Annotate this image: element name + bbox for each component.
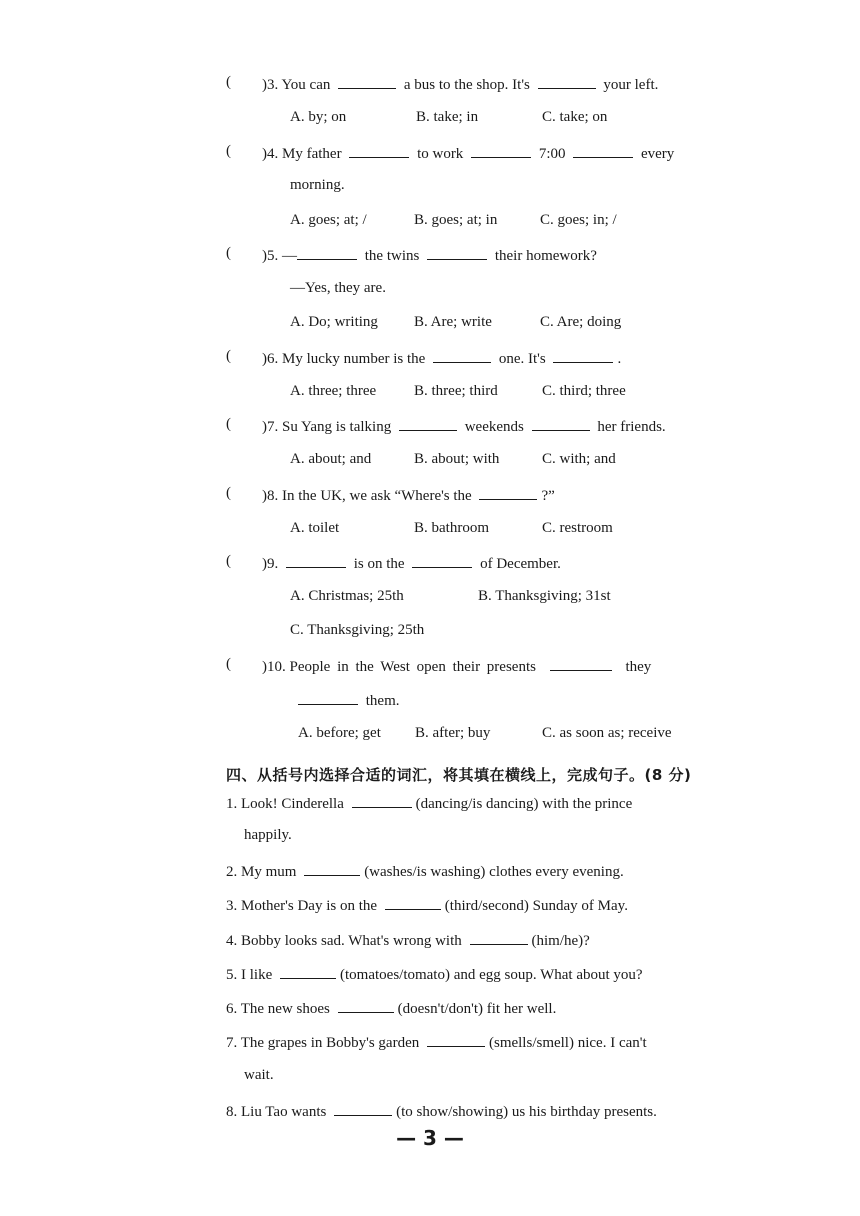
s4-item-1 <box>226 793 632 814</box>
s4-item-3 <box>226 895 628 916</box>
q4-option-a: A. goes; at; / <box>290 212 367 228</box>
q10-text-2: they <box>625 659 652 675</box>
s4-item-5-post: (tomatoes/tomato) and egg soup. What about you? <box>340 967 643 983</box>
q6-blank-2[interactable] <box>553 348 613 363</box>
q3-number: )3. <box>262 77 279 93</box>
question-7 <box>262 416 666 437</box>
answer-paren-q10[interactable]: ( <box>226 656 231 672</box>
s4-item-1-cont: happily. <box>244 827 292 843</box>
s4-item-5 <box>226 964 643 985</box>
q7-option-c: C. with; and <box>542 451 616 467</box>
q10-option-b: B. after; buy <box>415 725 491 741</box>
q8-option-c: C. restroom <box>542 520 613 536</box>
q7-blank-2[interactable] <box>532 416 590 431</box>
q4-blank-3[interactable] <box>573 143 633 158</box>
s4-item-8-pre: 8. Liu Tao wants <box>226 1104 327 1120</box>
s4-item-6 <box>226 998 556 1019</box>
question-5 <box>262 245 597 266</box>
q6-text-1: My lucky number is the <box>282 351 426 367</box>
q7-text-3: her friends. <box>597 419 666 435</box>
s4-item-8-blank[interactable] <box>334 1101 392 1116</box>
s4-item-4-post: (him/he)? <box>531 933 590 949</box>
q5-text-3: their homework? <box>494 248 597 264</box>
s4-item-4-blank[interactable] <box>470 930 528 945</box>
q9-option-c: C. Thanksgiving; 25th <box>290 622 425 638</box>
q10-option-c: C. as soon as; receive <box>542 725 672 741</box>
q10-blank-2[interactable] <box>298 690 358 705</box>
q6-number: )6. <box>262 351 279 367</box>
answer-paren-q4[interactable]: ( <box>226 143 231 159</box>
s4-item-1-post: (dancing/is dancing) with the prince <box>415 796 633 812</box>
s4-item-5-pre: 5. I like <box>226 967 273 983</box>
question-4 <box>262 143 674 164</box>
question-3 <box>262 74 658 95</box>
q4-number: )4. <box>262 146 279 162</box>
q4-text-1: My father <box>282 146 342 162</box>
q10-number: )10. <box>262 659 286 675</box>
s4-item-3-blank[interactable] <box>385 895 441 910</box>
q9-blank-2[interactable] <box>412 553 472 568</box>
question-10-cont <box>298 690 400 711</box>
q9-text-2: is on the <box>353 556 405 572</box>
q4-text-4: every <box>640 146 675 162</box>
q4-option-c: C. goes; in; / <box>540 212 617 228</box>
q5-blank-2[interactable] <box>427 245 487 260</box>
q7-text-2: weekends <box>464 419 524 435</box>
question-6 <box>262 348 621 369</box>
s4-item-7-blank[interactable] <box>427 1032 485 1047</box>
q5-dash: — <box>282 248 297 264</box>
q3-blank-1[interactable] <box>338 74 396 89</box>
q6-option-a: A. three; three <box>290 383 377 399</box>
q4-text-2: to work <box>417 146 464 162</box>
q4-blank-1[interactable] <box>349 143 409 158</box>
answer-paren-q9[interactable]: ( <box>226 553 231 569</box>
q5-number: )5. <box>262 248 279 264</box>
q7-option-b: B. about; with <box>414 451 500 467</box>
s4-item-8-post: (to show/showing) us his birthday presents. <box>396 1104 657 1120</box>
q8-blank-1[interactable] <box>479 485 537 500</box>
q5-text-2: the twins <box>364 248 420 264</box>
answer-paren-q5[interactable]: ( <box>226 245 231 261</box>
q7-text-1: Su Yang is talking <box>282 419 392 435</box>
q9-option-a: A. Christmas; 25th <box>290 588 404 604</box>
s4-item-5-blank[interactable] <box>280 964 336 979</box>
q5-option-c: C. Are; doing <box>540 314 622 330</box>
answer-paren-q8[interactable]: ( <box>226 485 231 501</box>
question-10 <box>262 656 651 677</box>
answer-paren-q7[interactable]: ( <box>226 416 231 432</box>
q6-text-3: . <box>617 351 622 367</box>
answer-paren-q3[interactable]: ( <box>226 74 231 90</box>
q8-number: )8. <box>262 488 279 504</box>
s4-item-3-post: (third/second) Sunday of May. <box>444 898 628 914</box>
q4-option-b: B. goes; at; in <box>414 212 498 228</box>
s4-item-2 <box>226 861 624 882</box>
q4-text-5: morning. <box>290 177 345 193</box>
q5-blank-1[interactable] <box>297 245 357 260</box>
q9-blank-1[interactable] <box>286 553 346 568</box>
q6-text-2: one. It's <box>498 351 546 367</box>
q10-blank-1[interactable] <box>550 656 612 671</box>
q5-option-a: A. Do; writing <box>290 314 378 330</box>
section-4-title: 四、从括号内选择合适的词汇，将其填在横线上，完成句子。(8 分) <box>226 766 692 784</box>
answer-paren-q6[interactable]: ( <box>226 348 231 364</box>
q9-text-3: of December. <box>480 556 561 572</box>
question-9 <box>262 553 561 574</box>
s4-item-2-post: (washes/is washing) clothes every evening. <box>364 864 624 880</box>
s4-item-6-blank[interactable] <box>338 998 394 1013</box>
s4-item-2-blank[interactable] <box>304 861 360 876</box>
s4-item-7 <box>226 1032 647 1053</box>
q10-text-1: People in the West open their presents <box>289 659 536 675</box>
s4-item-1-blank[interactable] <box>352 793 412 808</box>
s4-item-6-pre: 6. The new shoes <box>226 1001 330 1017</box>
s4-item-4 <box>226 930 590 951</box>
s4-item-1-pre: 1. Look! Cinderella <box>226 796 344 812</box>
question-8 <box>262 485 555 506</box>
q3-option-a: A. by; on <box>290 109 347 125</box>
page-number: — 3 — <box>396 1126 464 1150</box>
q6-option-c: C. third; three <box>542 383 626 399</box>
q7-blank-1[interactable] <box>399 416 457 431</box>
s4-item-8 <box>226 1101 657 1122</box>
q3-option-b: B. take; in <box>416 109 479 125</box>
q8-text-2: ?” <box>541 488 555 504</box>
q3-blank-2[interactable] <box>538 74 596 89</box>
q5-option-b: B. Are; write <box>414 314 492 330</box>
s4-item-6-post: (doesn't/don't) fit her well. <box>397 1001 557 1017</box>
s4-item-7-post: (smells/smell) nice. I can't <box>488 1035 647 1051</box>
q7-number: )7. <box>262 419 279 435</box>
q8-text-1: In the UK, we ask “Where's the <box>282 488 472 504</box>
q6-blank-1[interactable] <box>433 348 491 363</box>
q10-text-3: them. <box>365 693 400 709</box>
q5-reply: —Yes, they are. <box>290 280 386 296</box>
s4-item-4-pre: 4. Bobby looks sad. What's wrong with <box>226 933 462 949</box>
q3-text-2: a bus to the shop. It's <box>403 77 530 93</box>
q9-number: )9. <box>262 556 279 572</box>
s4-item-2-pre: 2. My mum <box>226 864 297 880</box>
q8-option-b: B. bathroom <box>414 520 489 536</box>
s4-item-3-pre: 3. Mother's Day is on the <box>226 898 378 914</box>
q4-blank-2[interactable] <box>471 143 531 158</box>
q6-option-b: B. three; third <box>414 383 498 399</box>
q3-option-c: C. take; on <box>542 109 608 125</box>
q7-option-a: A. about; and <box>290 451 372 467</box>
s4-item-7-pre: 7. The grapes in Bobby's garden <box>226 1035 420 1051</box>
q4-text-3: 7:00 <box>538 146 566 162</box>
q9-option-b: B. Thanksgiving; 31st <box>478 588 611 604</box>
q10-option-a: A. before; get <box>298 725 381 741</box>
q3-text-1: You can <box>281 77 331 93</box>
q8-option-a: A. toilet <box>290 520 340 536</box>
s4-item-7-cont: wait. <box>244 1067 274 1083</box>
q3-text-3: your left. <box>603 77 659 93</box>
